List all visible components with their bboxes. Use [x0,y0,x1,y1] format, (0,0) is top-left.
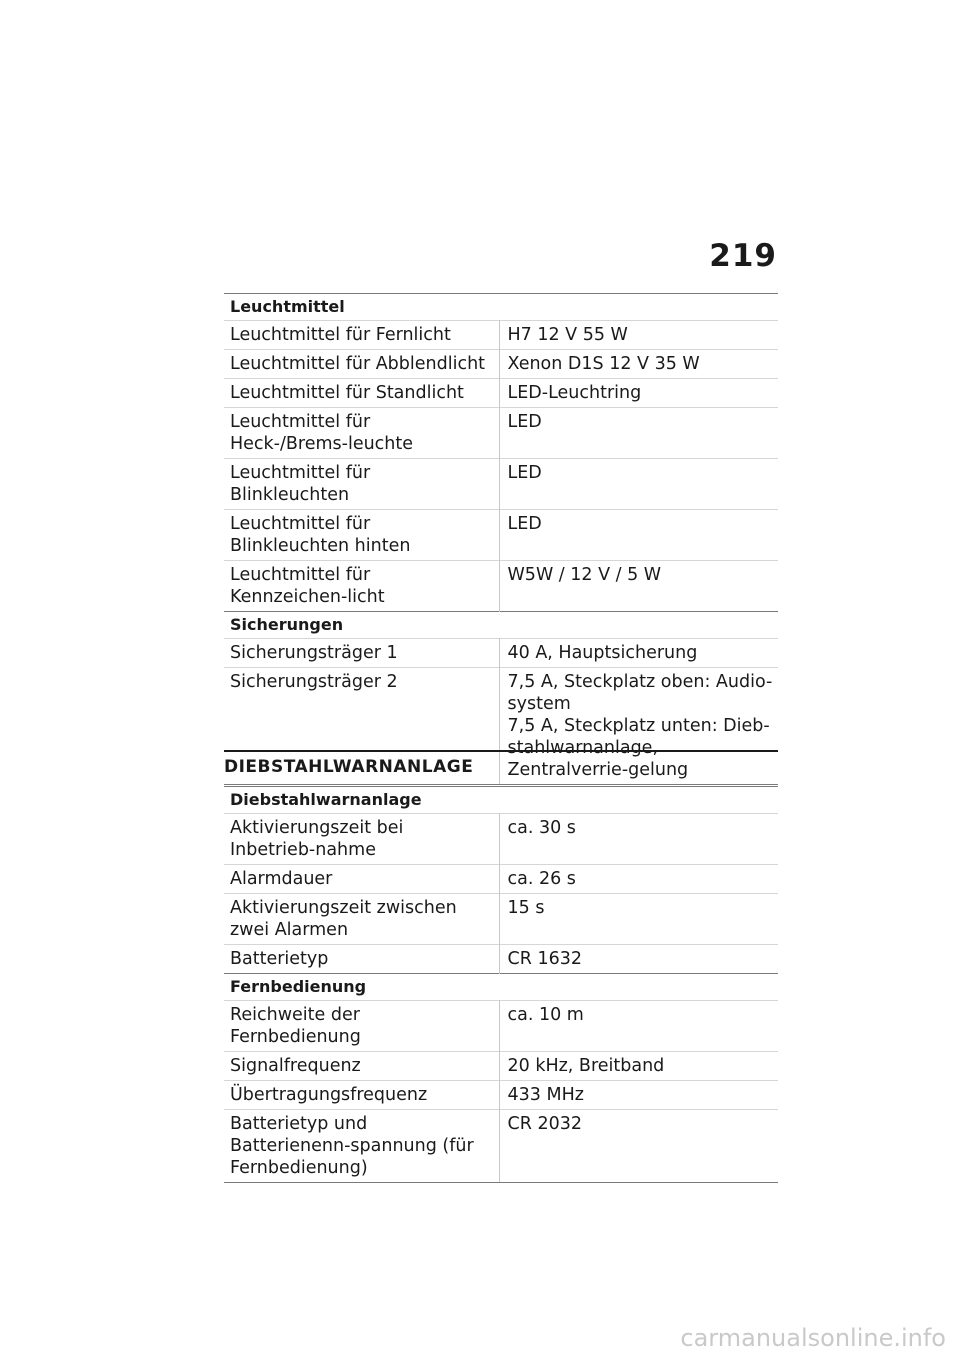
spec-label: Aktivierungszeit bei Inbetrieb-nahme [224,814,499,865]
table-header-row [224,974,778,1001]
spec-label: Aktivierungszeit zwischen zwei Alarmen [224,894,499,945]
table-row [224,350,778,379]
spec-value [499,379,778,408]
spec-value-line: W5W / 12 V / 5 W [507,565,662,585]
table-row [224,408,778,459]
spec-value-line: LED [507,463,542,483]
spec-value [499,639,778,668]
table-header-row [224,612,778,639]
spec-label: Leuchtmittel für Abblendlicht [224,350,499,379]
spec-label: Reichweite der Fernbedienung [224,1001,499,1052]
spec-label: Leuchtmittel für Kennzeichen-licht [224,561,499,612]
table-row [224,865,778,894]
lighting-fuses-table [224,293,778,785]
spec-label: Batterietyp und Batterienenn-spannung (für Fernbedienung) [224,1110,499,1183]
spec-value [499,510,778,561]
spec-value [499,814,778,865]
group-header: Sicherungen [224,612,778,639]
table-row [224,1081,778,1110]
spec-value-line: 433 MHz [507,1085,584,1105]
spec-value [499,459,778,510]
spec-value-line: H7 12 V 55 W [507,325,628,345]
spec-label: Übertragungsfrequenz [224,1081,499,1110]
spec-label: Leuchtmittel für Heck-/Brems-leuchte [224,408,499,459]
spec-label: Leuchtmittel für Fernlicht [224,321,499,350]
table-row [224,321,778,350]
spec-value [499,1052,778,1081]
table-row [224,1052,778,1081]
lighting-group [224,294,778,612]
spec-label: Leuchtmittel für Blinkleuchten hinten [224,510,499,561]
alarm-group [224,787,778,974]
group-header: Diebstahlwarnanlage [224,787,778,814]
spec-value-line: ca. 30 s [507,818,576,838]
group-header: Fernbedienung [224,974,778,1001]
table-row [224,814,778,865]
spec-value-line: CR 2032 [507,1114,582,1134]
spec-value [499,1110,778,1183]
spec-value [499,894,778,945]
spec-value-line: ca. 26 s [507,869,576,889]
spec-value [499,865,778,894]
spec-label: Leuchtmittel für Standlicht [224,379,499,408]
spec-value-line: 15 s [507,898,545,918]
alarm-remote-table-block [224,786,778,1183]
spec-value [499,945,778,974]
table-header-row [224,294,778,321]
remote-group [224,974,778,1183]
spec-value-line: Xenon D1S 12 V 35 W [507,354,700,374]
table-row [224,639,778,668]
spec-value-line: 7,5 A, Steckplatz oben: Audio-system [507,672,773,714]
spec-value-line: 40 A, Hauptsicherung [507,643,698,663]
spec-value [499,561,778,612]
spec-label: Sicherungsträger 2 [224,668,499,785]
lighting-fuses-table-block [224,293,778,785]
spec-label: Batterietyp [224,945,499,974]
table-row [224,379,778,408]
spec-value-line: 7,5 A, Steckplatz unten: Dieb-stahlwarnanlage, Zentralverrie-gelung [507,716,770,780]
spec-label: Signalfrequenz [224,1052,499,1081]
table-row [224,1001,778,1052]
table-row [224,894,778,945]
alarm-remote-table [224,786,778,1183]
spec-value [499,1001,778,1052]
spec-label: Leuchtmittel für Blinkleuchten [224,459,499,510]
spec-label: Sicherungsträger 1 [224,639,499,668]
spec-value [499,350,778,379]
table-row [224,1110,778,1183]
table-row [224,459,778,510]
table-row [224,561,778,612]
table-header-row [224,787,778,814]
spec-value-line: ca. 10 m [507,1005,584,1025]
watermark: carmanualsonline.info [680,1324,946,1352]
spec-value [499,408,778,459]
group-header: Leuchtmittel [224,294,778,321]
spec-value-line: LED [507,412,542,432]
spec-value-line: CR 1632 [507,949,582,969]
table-row [224,510,778,561]
spec-value [499,321,778,350]
spec-value-line: 20 kHz, Breitband [507,1056,665,1076]
spec-value-line: LED [507,514,542,534]
spec-value [499,1081,778,1110]
spec-value-line: LED-Leuchtring [507,383,642,403]
section-heading: DIEBSTAHLWARNANLAGE [224,750,778,777]
table-row [224,945,778,974]
spec-label: Alarmdauer [224,865,499,894]
page-number: 219 [709,238,777,274]
